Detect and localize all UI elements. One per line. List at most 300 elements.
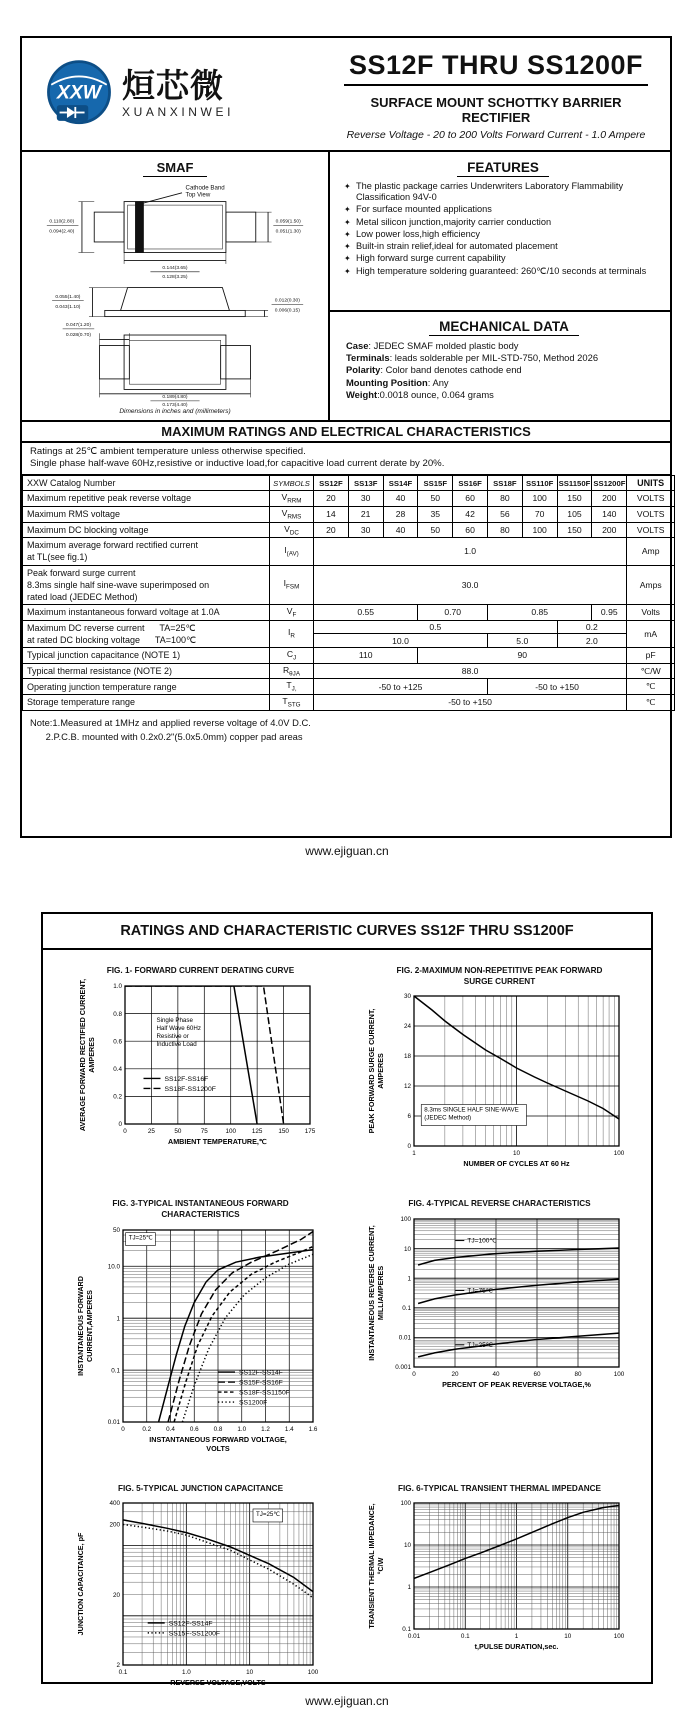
value-cell: -50 to +125 bbox=[314, 679, 488, 695]
logo-xxw-text: XXW bbox=[56, 81, 102, 104]
svg-text:0.043(1.10): 0.043(1.10) bbox=[55, 304, 81, 310]
ratings-table bbox=[22, 475, 675, 711]
unit-cell: Amps bbox=[627, 565, 675, 604]
svg-text:0.8: 0.8 bbox=[213, 1425, 222, 1433]
table-row bbox=[23, 565, 675, 604]
units-header: UNITS bbox=[627, 475, 675, 490]
svg-text:0.1: 0.1 bbox=[118, 1669, 127, 1677]
package-outline-section bbox=[22, 152, 330, 420]
package-outline-drawing bbox=[25, 177, 325, 407]
row-symbol: $V_{DC}$ bbox=[270, 522, 314, 538]
svg-text:SS12F-SS16F: SS12F-SS16F bbox=[164, 1075, 209, 1083]
device-column-header: SS16F bbox=[453, 475, 488, 490]
svg-text:0.1: 0.1 bbox=[110, 1366, 120, 1374]
table-row bbox=[23, 506, 675, 522]
fig2-title: FIG. 2-MAXIMUM NON-REPETITIVE PEAK FORWARD SURGE CURRENT bbox=[396, 966, 603, 986]
value-cell: 1.0 bbox=[314, 538, 627, 565]
svg-text:INSTANTANEOUS FORWARD: INSTANTANEOUS FORWARD bbox=[75, 1275, 85, 1376]
value-cell: 14 bbox=[314, 506, 349, 522]
value-cell: 40 bbox=[383, 491, 418, 507]
dim-terminal-thickness: 0.012(0.30) bbox=[274, 298, 300, 304]
fig6-plot bbox=[366, 1495, 633, 1662]
dim-body-width-max: 0.110(2.80) bbox=[49, 219, 75, 225]
svg-text:10.0: 10.0 bbox=[107, 1263, 120, 1271]
row-label: Typical junction capacitance (NOTE 1) bbox=[23, 647, 270, 663]
cathode-band-label: Cathode Band bbox=[185, 184, 225, 192]
feature-text: Built-in strain relief,ideal for automated placement bbox=[356, 241, 558, 252]
row-symbol: $T_{J,}$ bbox=[270, 679, 314, 695]
dim-body-length: 0.144(3.65) bbox=[162, 266, 188, 272]
row-symbol: $I_R$ bbox=[270, 620, 314, 647]
bullet-icon: ✦ bbox=[344, 182, 351, 191]
row-symbol: $R_{\theta JA}$ bbox=[270, 663, 314, 679]
bullet-icon: ✦ bbox=[344, 266, 351, 276]
svg-text:AMPERES: AMPERES bbox=[376, 1053, 385, 1090]
svg-text:1.0: 1.0 bbox=[236, 1425, 246, 1433]
svg-text:10: 10 bbox=[564, 1633, 572, 1641]
svg-text:10: 10 bbox=[403, 1542, 411, 1550]
svg-text:400: 400 bbox=[108, 1500, 120, 1508]
feature-item bbox=[344, 253, 662, 264]
device-description: SURFACE MOUNT SCHOTTKY BARRIER RECTIFIER bbox=[370, 95, 622, 125]
value-cell: -50 to +150 bbox=[314, 695, 627, 711]
ratings-heading: MAXIMUM RATINGS AND ELECTRICAL CHARACTERISTICS bbox=[22, 420, 670, 443]
datasheet-page-1 bbox=[20, 36, 672, 838]
feature-item bbox=[344, 241, 662, 252]
svg-text:Top View: Top View bbox=[185, 191, 211, 199]
ratings-summary: Reverse Voltage - 20 to 200 Volts Forward Current - 1.0 Ampere bbox=[346, 129, 646, 141]
feature-item bbox=[344, 217, 662, 228]
svg-text:0.6: 0.6 bbox=[189, 1425, 199, 1433]
fig4-title: FIG. 4-TYPICAL REVERSE CHARACTERISTICS bbox=[408, 1199, 591, 1209]
note-line-1: Note:1.Measured at 1MHz and applied reverse voltage of 4.0V D.C. bbox=[30, 716, 311, 728]
company-logo bbox=[22, 38, 330, 150]
feature-text: For surface mounted applications bbox=[356, 204, 492, 215]
svg-text:TJ=25℃: TJ=25℃ bbox=[467, 1341, 494, 1349]
fig3-figure bbox=[51, 1199, 350, 1463]
fig2-figure bbox=[350, 966, 649, 1179]
dim-overall-length: 0.189(4.80) bbox=[162, 395, 188, 401]
dim-pad-length: 0.047(1.20) bbox=[65, 323, 91, 329]
mechanical-item-label: Polarity bbox=[346, 364, 381, 376]
svg-text:Single Phase: Single Phase bbox=[156, 1016, 193, 1024]
ratings-conditions bbox=[22, 443, 670, 475]
table-row bbox=[23, 604, 675, 620]
value-cell: 200 bbox=[592, 522, 627, 538]
fig3-title: FIG. 3-TYPICAL INSTANTANEOUS FORWARD CHARACTERISTICS bbox=[112, 1199, 289, 1219]
row-symbol: $V_{RRM}$ bbox=[270, 491, 314, 507]
bullet-icon: ✦ bbox=[344, 229, 351, 239]
fig1-title: FIG. 1- FORWARD CURRENT DERATING CURVE bbox=[106, 966, 295, 975]
value-cell: 100 bbox=[522, 522, 557, 538]
svg-text:1: 1 bbox=[412, 1150, 416, 1158]
value-cell: 40 bbox=[383, 522, 418, 538]
value-cell: 50 bbox=[418, 522, 453, 538]
svg-text:12: 12 bbox=[403, 1083, 411, 1091]
svg-text:1.0: 1.0 bbox=[113, 982, 122, 990]
svg-text:150: 150 bbox=[278, 1127, 289, 1135]
page2-footer-url: www.ejiguan.cn bbox=[305, 1694, 389, 1708]
page1-footer-url: www.ejiguan.cn bbox=[305, 844, 389, 858]
fig6-title: FIG. 6-TYPICAL TRANSIENT THERMAL IMPEDANCE bbox=[397, 1483, 602, 1493]
svg-text:NUMBER OF CYCLES AT 60 Hz: NUMBER OF CYCLES AT 60 Hz bbox=[463, 1159, 570, 1169]
unit-cell: pF bbox=[627, 647, 675, 663]
svg-text:25: 25 bbox=[147, 1127, 155, 1135]
value-cell: 30.0 bbox=[314, 565, 627, 604]
svg-text:Resistive or: Resistive or bbox=[156, 1032, 189, 1040]
value-cell: 0.70 bbox=[418, 604, 488, 620]
value-cell: 0.5 bbox=[314, 620, 558, 634]
svg-text:PEAK FORWARD SURGE CURRENT,: PEAK FORWARD SURGE CURRENT, bbox=[367, 1008, 376, 1134]
company-name-latin: XUANXINWEI bbox=[122, 105, 235, 119]
feature-item bbox=[344, 229, 662, 240]
value-cell: 0.85 bbox=[487, 604, 591, 620]
svg-text:INSTANTANEOUS FORWARD VOLTAGE,: INSTANTANEOUS FORWARD VOLTAGE, bbox=[148, 1434, 287, 1444]
value-cell: 21 bbox=[348, 506, 383, 522]
svg-text:0: 0 bbox=[412, 1370, 416, 1378]
part-number-title: SS12F THRU SS1200F bbox=[348, 50, 644, 80]
svg-text:100: 100 bbox=[613, 1150, 625, 1158]
svg-text:AMPERES: AMPERES bbox=[87, 1036, 96, 1073]
svg-text:SS15F-SS16F: SS15F-SS16F bbox=[238, 1379, 283, 1387]
svg-text:0.006(0.15): 0.006(0.15) bbox=[274, 308, 300, 314]
svg-text:0.094(2.40): 0.094(2.40) bbox=[49, 229, 75, 235]
svg-text:JUNCTION CAPACITANCE, pF: JUNCTION CAPACITANCE, pF bbox=[75, 1532, 85, 1636]
dim-body-height: 0.055(1.40) bbox=[55, 295, 81, 301]
ratings-table-container bbox=[22, 475, 670, 711]
svg-text:0.01: 0.01 bbox=[407, 1633, 421, 1641]
feature-item bbox=[344, 181, 662, 203]
row-label: Peak forward surge current 8.3ms single half sine-wave superimposed on rated load (JEDEC Method) bbox=[23, 565, 270, 604]
svg-text:1: 1 bbox=[407, 1275, 411, 1283]
table-row bbox=[23, 679, 675, 695]
svg-text:0.2: 0.2 bbox=[113, 1093, 122, 1101]
logo-globe-icon bbox=[42, 57, 116, 131]
device-column-header: SS14F bbox=[383, 475, 418, 490]
unit-cell: ℃ bbox=[627, 679, 675, 695]
value-cell: 80 bbox=[487, 491, 522, 507]
svg-text:0.2: 0.2 bbox=[141, 1425, 151, 1433]
table-row bbox=[23, 663, 675, 679]
unit-cell: ℃/W bbox=[627, 663, 675, 679]
fig5-series-SS12F-SS14F bbox=[123, 1520, 313, 1592]
value-cell: 105 bbox=[557, 506, 592, 522]
dimensions-note: Dimensions in inches and (millimeters) bbox=[119, 408, 231, 415]
mechanical-list bbox=[346, 340, 662, 401]
unit-cell: VOLTS bbox=[627, 522, 675, 538]
table-row bbox=[23, 647, 675, 663]
fig1-plot bbox=[77, 978, 324, 1157]
row-symbol: $T_{STG}$ bbox=[270, 695, 314, 711]
svg-text:80: 80 bbox=[574, 1370, 582, 1378]
svg-text:0.001: 0.001 bbox=[395, 1364, 411, 1372]
mechanical-item: Mounting Position: Any bbox=[346, 376, 449, 388]
row-symbol: $V_F$ bbox=[270, 604, 314, 620]
svg-text:50: 50 bbox=[174, 1127, 182, 1135]
mechanical-item: Terminals: leads solderable per MIL-STD-750, Method 2026 bbox=[346, 352, 599, 364]
mechanical-item: Polarity: Color band denotes cathode end bbox=[346, 364, 522, 376]
bullet-icon: ✦ bbox=[344, 205, 351, 215]
company-name-chinese: 烜芯微 bbox=[122, 67, 224, 104]
device-column-header: SS13F bbox=[348, 475, 383, 490]
header bbox=[22, 38, 670, 152]
svg-text:100: 100 bbox=[400, 1216, 411, 1224]
svg-text:AVERAGE FORWARD RECTIFIED CURR: AVERAGE FORWARD RECTIFIED CURRENT, bbox=[78, 978, 87, 1131]
svg-text:100: 100 bbox=[613, 1370, 625, 1378]
row-label: Maximum DC reverse current TA=25℃ at rated DC blocking voltage TA=100℃ bbox=[23, 620, 270, 647]
svg-text:SS12F-SS14F: SS12F-SS14F bbox=[168, 1620, 213, 1628]
unit-cell: VOLTS bbox=[627, 506, 675, 522]
svg-text:Inductive Load: Inductive Load bbox=[156, 1040, 197, 1048]
svg-text:0.4: 0.4 bbox=[165, 1425, 175, 1433]
unit-cell: mA bbox=[627, 620, 675, 647]
mechanical-item-label: Case bbox=[346, 340, 369, 351]
condition-line: Single phase half-wave 60Hz,resistive or inductive load,for capacitive load current derate by 20%. bbox=[30, 458, 445, 470]
fig6-figure bbox=[350, 1484, 649, 1699]
svg-text:125: 125 bbox=[251, 1127, 263, 1135]
fig5-plot bbox=[75, 1495, 327, 1698]
characteristic-curves-grid bbox=[43, 950, 651, 1698]
fig3-series-SS1200F bbox=[182, 1254, 313, 1422]
svg-text:8.3ms SINGLE HALF SINE-WAVE: 8.3ms SINGLE HALF SINE-WAVE bbox=[424, 1106, 519, 1114]
value-cell: 150 bbox=[557, 491, 592, 507]
svg-text:0.01: 0.01 bbox=[398, 1334, 411, 1342]
row-symbol: $V_{RMS}$ bbox=[270, 506, 314, 522]
mechanical-data-section bbox=[330, 310, 670, 420]
value-cell: 200 bbox=[592, 491, 627, 507]
svg-text:0: 0 bbox=[120, 1425, 125, 1433]
svg-text:0.4: 0.4 bbox=[113, 1065, 122, 1073]
package-name: SMAF bbox=[143, 160, 208, 177]
feature-text: Low power loss,high efficiency bbox=[356, 228, 480, 239]
table-row bbox=[23, 538, 675, 565]
svg-text:75: 75 bbox=[200, 1127, 208, 1135]
row-label: Typical thermal resistance (NOTE 2) bbox=[23, 663, 270, 679]
svg-text:0: 0 bbox=[123, 1127, 127, 1135]
fig1-figure bbox=[51, 966, 350, 1179]
value-cell: 0.55 bbox=[314, 604, 418, 620]
value-cell: 56 bbox=[487, 506, 522, 522]
value-cell: 5.0 bbox=[487, 634, 557, 648]
svg-text:100: 100 bbox=[400, 1500, 411, 1508]
value-cell: 70 bbox=[522, 506, 557, 522]
table-row bbox=[23, 491, 675, 507]
svg-text:SS18F-SS1150F: SS18F-SS1150F bbox=[238, 1389, 290, 1397]
svg-text:PERCENT OF PEAK REVERSE VOLTAG: PERCENT OF PEAK REVERSE VOLTAGE,% bbox=[442, 1379, 591, 1389]
value-cell: 0.95 bbox=[592, 604, 627, 620]
fig5-title: FIG. 5-TYPICAL JUNCTION CAPACITANCE bbox=[117, 1483, 284, 1493]
mechanical-item-label: Terminals bbox=[346, 352, 390, 364]
svg-text:0.1: 0.1 bbox=[460, 1633, 470, 1641]
svg-text:0.8: 0.8 bbox=[113, 1010, 122, 1018]
mechanical-heading: MECHANICAL DATA bbox=[429, 319, 579, 336]
svg-text:SS18F-SS1200F: SS18F-SS1200F bbox=[164, 1085, 216, 1093]
svg-text:°C/W: °C/W bbox=[376, 1557, 385, 1575]
feature-text: The plastic package carries Underwriters Laboratory Flammability Classification 94V-0 bbox=[356, 181, 624, 203]
device-column-header: SS1150F bbox=[557, 475, 592, 490]
fig1-series-SS12F-SS16F bbox=[125, 986, 257, 1124]
svg-text:20: 20 bbox=[451, 1370, 459, 1378]
row-label: Maximum instantaneous forward voltage at 1.0A bbox=[23, 604, 270, 620]
svg-text:SS15F-SS1200F: SS15F-SS1200F bbox=[168, 1630, 220, 1638]
row-symbol: $C_J$ bbox=[270, 647, 314, 663]
svg-text:SS1200F: SS1200F bbox=[238, 1399, 267, 1407]
table-row bbox=[23, 695, 675, 711]
row-label: Maximum average forward rectified current at TL(see fig.1) bbox=[23, 538, 270, 565]
fig2-plot bbox=[366, 988, 633, 1179]
svg-text:AMBIENT TEMPERATURE,℃: AMBIENT TEMPERATURE,℃ bbox=[168, 1136, 267, 1146]
svg-text:TJ=100℃: TJ=100℃ bbox=[467, 1237, 497, 1245]
svg-text:REVERSE VOLTAGE,VOLTS: REVERSE VOLTAGE,VOLTS bbox=[169, 1678, 266, 1688]
title-rule bbox=[344, 84, 648, 86]
fig3-plot bbox=[75, 1222, 327, 1464]
fig4-plot bbox=[366, 1211, 633, 1400]
svg-text:0.028(0.70): 0.028(0.70) bbox=[65, 332, 91, 338]
row-label: Operating junction temperature range bbox=[23, 679, 270, 695]
fig4-series-TJ=25℃ bbox=[418, 1333, 619, 1357]
table-row bbox=[23, 522, 675, 538]
svg-text:Half Wave 60Hz: Half Wave 60Hz bbox=[156, 1024, 201, 1032]
fig4-figure bbox=[350, 1199, 649, 1463]
feature-text: Metal silicon junction,majority carrier conduction bbox=[356, 216, 552, 227]
value-cell: 2.0 bbox=[557, 634, 627, 648]
svg-text:0.1: 0.1 bbox=[402, 1626, 411, 1634]
svg-text:100: 100 bbox=[613, 1633, 625, 1641]
svg-text:100: 100 bbox=[225, 1127, 236, 1135]
svg-text:20: 20 bbox=[112, 1592, 120, 1600]
svg-text:TJ=25℃: TJ=25℃ bbox=[255, 1511, 280, 1519]
svg-text:18: 18 bbox=[403, 1053, 411, 1061]
row-label: Maximum repetitive peak reverse voltage bbox=[23, 491, 270, 507]
device-column-header: SS12F bbox=[314, 475, 349, 490]
svg-text:TJ=75℃: TJ=75℃ bbox=[467, 1287, 494, 1295]
svg-text:MILLIAMPERES: MILLIAMPERES bbox=[376, 1265, 385, 1321]
value-cell: 30 bbox=[348, 522, 383, 538]
svg-text:30: 30 bbox=[403, 993, 411, 1001]
value-cell: 28 bbox=[383, 506, 418, 522]
svg-text:INSTANTANEOUS REVERSE CURRENT,: INSTANTANEOUS REVERSE CURRENT, bbox=[367, 1225, 376, 1361]
value-cell: 0.2 bbox=[557, 620, 627, 634]
value-cell: 90 bbox=[418, 647, 627, 663]
svg-text:1: 1 bbox=[514, 1633, 519, 1641]
value-cell: 20 bbox=[314, 491, 349, 507]
svg-text:1: 1 bbox=[407, 1584, 411, 1592]
mechanical-item: Weight:0.0018 ounce, 0.064 grams bbox=[346, 388, 494, 400]
svg-text:CURRENT,AMPERES: CURRENT,AMPERES bbox=[84, 1289, 94, 1362]
value-cell: 35 bbox=[418, 506, 453, 522]
unit-cell: VOLTS bbox=[627, 491, 675, 507]
svg-text:1: 1 bbox=[115, 1315, 120, 1323]
value-cell: -50 to +150 bbox=[487, 679, 626, 695]
svg-text:1.2: 1.2 bbox=[260, 1425, 270, 1433]
feature-item bbox=[344, 266, 662, 277]
mechanical-item: Case: JEDEC SMAF molded plastic body bbox=[346, 340, 519, 351]
svg-text:0.128(3.25): 0.128(3.25) bbox=[162, 274, 188, 280]
svg-text:0: 0 bbox=[118, 1120, 122, 1128]
features-list bbox=[344, 181, 662, 277]
svg-text:0.051(1.30): 0.051(1.30) bbox=[275, 229, 301, 235]
value-cell: 80 bbox=[487, 522, 522, 538]
value-cell: 140 bbox=[592, 506, 627, 522]
symbols-header: SYMBOLS bbox=[270, 475, 314, 490]
svg-text:t,PULSE DURATION,sec.: t,PULSE DURATION,sec. bbox=[474, 1642, 559, 1652]
svg-text:1.0: 1.0 bbox=[181, 1669, 191, 1677]
row-symbol: $I_{FSM}$ bbox=[270, 565, 314, 604]
device-column-header: SS110F bbox=[522, 475, 557, 490]
dim-lead-width: 0.059(1.50) bbox=[275, 219, 301, 225]
condition-line: Ratings at 25℃ ambient temperature unless otherwise specified. bbox=[30, 446, 306, 457]
feature-text: High temperature soldering guaranteed: 260℃/10 seconds at terminals bbox=[356, 265, 647, 276]
svg-text:10: 10 bbox=[512, 1150, 521, 1158]
device-column-header: SS15F bbox=[418, 475, 453, 490]
svg-text:0.01: 0.01 bbox=[107, 1418, 120, 1426]
svg-text:175: 175 bbox=[304, 1127, 316, 1135]
value-cell: 100 bbox=[522, 491, 557, 507]
row-label: Maximum RMS voltage bbox=[23, 506, 270, 522]
value-cell: 10.0 bbox=[314, 634, 488, 648]
value-cell: 60 bbox=[453, 522, 488, 538]
catalog-number-header: XXW Catalog Number bbox=[23, 475, 270, 490]
table-row bbox=[23, 620, 675, 634]
feature-item bbox=[344, 204, 662, 215]
unit-cell: Amp bbox=[627, 538, 675, 565]
feature-text: High forward surge current capability bbox=[356, 253, 506, 264]
svg-text:40: 40 bbox=[492, 1370, 500, 1378]
svg-text:60: 60 bbox=[533, 1370, 541, 1378]
row-label: Maximum DC blocking voltage bbox=[23, 522, 270, 538]
svg-text:1.4: 1.4 bbox=[284, 1425, 294, 1433]
value-cell: 110 bbox=[314, 647, 418, 663]
unit-cell: Volts bbox=[627, 604, 675, 620]
svg-text:0.1: 0.1 bbox=[402, 1304, 411, 1312]
table-notes bbox=[22, 711, 670, 750]
features-section bbox=[330, 152, 670, 310]
svg-text:200: 200 bbox=[108, 1521, 120, 1529]
device-column-header: SS1200F bbox=[592, 475, 627, 490]
fig5-figure bbox=[51, 1484, 350, 1699]
svg-text:100: 100 bbox=[307, 1669, 318, 1677]
device-column-header: SS18F bbox=[487, 475, 522, 490]
value-cell: 50 bbox=[418, 491, 453, 507]
bullet-icon: ✦ bbox=[344, 242, 351, 252]
svg-text:24: 24 bbox=[403, 1023, 411, 1031]
mechanical-item-label: Mounting Position bbox=[346, 376, 428, 388]
svg-text:TJ=25℃: TJ=25℃ bbox=[128, 1234, 153, 1242]
svg-text:50: 50 bbox=[112, 1226, 120, 1234]
features-heading: FEATURES bbox=[457, 160, 549, 177]
table-header-row bbox=[23, 475, 675, 490]
value-cell: 88.0 bbox=[314, 663, 627, 679]
curves-page-title: RATINGS AND CHARACTERISTIC CURVES SS12F THRU SS1200F bbox=[43, 914, 651, 950]
svg-text:6: 6 bbox=[407, 1113, 411, 1121]
note-line-2: 2.P.C.B. mounted with 0.2x0.2"(5.0x5.0mm) copper pad areas bbox=[30, 731, 303, 743]
svg-text:VOLTS: VOLTS bbox=[205, 1443, 230, 1453]
value-cell: 30 bbox=[348, 491, 383, 507]
value-cell: 150 bbox=[557, 522, 592, 538]
svg-text:0.173(4.40): 0.173(4.40) bbox=[162, 403, 188, 407]
fig4-series-TJ=100℃ bbox=[418, 1248, 619, 1265]
svg-text:TRANSIENT THERMAL IMPEDANCE,: TRANSIENT THERMAL IMPEDANCE, bbox=[367, 1503, 376, 1629]
value-cell: 42 bbox=[453, 506, 488, 522]
bullet-icon: ✦ bbox=[344, 217, 351, 227]
value-cell: 60 bbox=[453, 491, 488, 507]
row-symbol: $I_{(AV)}$ bbox=[270, 538, 314, 565]
svg-text:SS12F-SS14F: SS12F-SS14F bbox=[238, 1369, 283, 1377]
row-label: Storage temperature range bbox=[23, 695, 270, 711]
mechanical-item-label: Weight bbox=[346, 388, 378, 400]
svg-text:1.6: 1.6 bbox=[308, 1425, 317, 1433]
value-cell: 20 bbox=[314, 522, 349, 538]
